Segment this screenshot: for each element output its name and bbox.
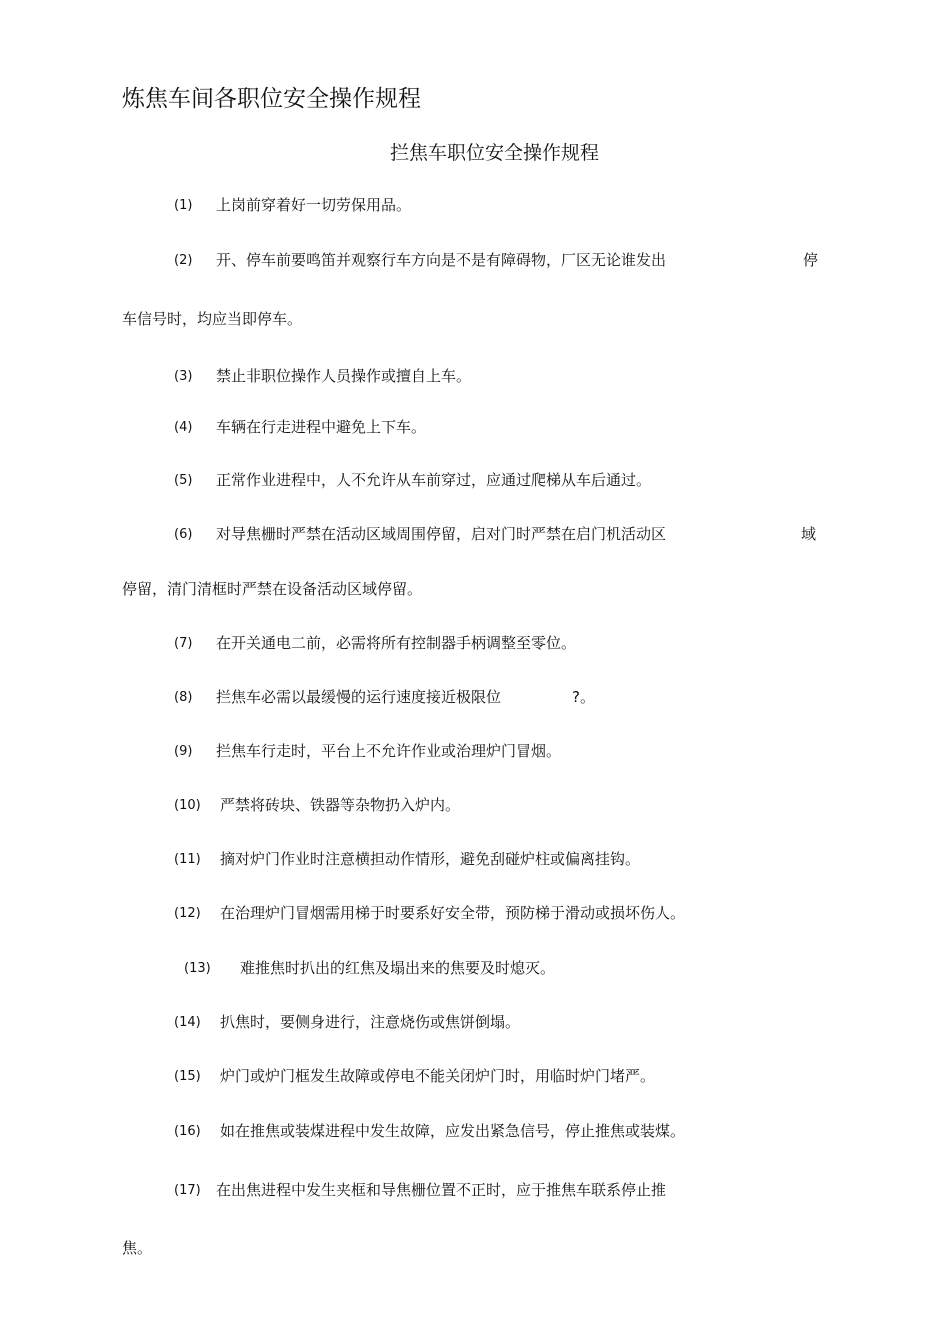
document-title: 炼焦车间各职位安全操作规程 xyxy=(122,86,421,112)
item-text: 摘对炉门作业时注意横担动作情形，避免刮碰炉柱或偏离挂钩。 xyxy=(220,850,641,868)
item-number: (12) xyxy=(174,906,201,921)
item-number: (2) xyxy=(174,253,193,268)
item-text-tail: 域 xyxy=(801,525,817,543)
item-number: (13) xyxy=(184,961,211,976)
item-number: (9) xyxy=(174,744,193,759)
item-text: 开、停车前要鸣笛并观察行车方向是不是有障碍物，厂区无论谁发出 xyxy=(216,251,667,269)
item-number: (3) xyxy=(174,369,193,384)
item-number: (17) xyxy=(174,1183,201,1198)
item-number: (8) xyxy=(174,690,193,705)
item-text: 拦焦车行走时，平台上不允许作业或治理炉门冒烟。 xyxy=(216,742,562,760)
item-number: (14) xyxy=(174,1015,201,1030)
item-number: (16) xyxy=(174,1124,201,1139)
item-text-tail: ?。 xyxy=(572,688,595,706)
item-text: 拦焦车必需以最缓慢的运行速度接近极限位 xyxy=(216,688,502,706)
item-text-tail: 停 xyxy=(803,251,819,269)
item-text: 在开关通电二前，必需将所有控制器手柄调整至零位。 xyxy=(216,634,577,652)
item-text: 上岗前穿着好一切劳保用品。 xyxy=(216,196,412,214)
item-number: (7) xyxy=(174,636,193,651)
item-text: 难推焦时扒出的红焦及塌出来的焦要及时熄灭。 xyxy=(240,959,556,977)
item-number: (4) xyxy=(174,420,193,435)
item-number: (6) xyxy=(174,527,193,542)
item-text: 禁止非职位操作人员操作或擅自上车。 xyxy=(216,367,472,385)
item-text: 对导焦栅时严禁在活动区域周围停留，启对门时严禁在启门机活动区 xyxy=(216,525,667,543)
item-text: 车辆在行走进程中避免上下车。 xyxy=(216,418,427,436)
item-text: 严禁将砖块、铁器等杂物扔入炉内。 xyxy=(220,796,461,814)
item-number: (10) xyxy=(174,798,201,813)
item-text: 炉门或炉门框发生故障或停电不能关闭炉门时，用临时炉门堵严。 xyxy=(220,1067,656,1085)
item-text: 正常作业进程中，人不允许从车前穿过，应通过爬梯从车后通过。 xyxy=(216,471,652,489)
item-number: (11) xyxy=(174,852,201,867)
item-text: 扒焦时，要侧身进行，注意烧伤或焦饼倒塌。 xyxy=(220,1013,521,1031)
item-number: (15) xyxy=(174,1069,201,1084)
item-number: (1) xyxy=(174,198,193,213)
item-text-continuation: 车信号时，均应当即停车。 xyxy=(122,310,303,328)
item-text: 在治理炉门冒烟需用梯于时要系好安全带，预防梯于滑动或损坏伤人。 xyxy=(220,904,686,922)
item-number: (5) xyxy=(174,473,193,488)
item-text: 在出焦进程中发生夹框和导焦栅位置不正时，应于推焦车联系停止推 xyxy=(216,1181,667,1199)
item-text-continuation: 焦。 xyxy=(122,1239,153,1257)
section-title: 拦焦车职位安全操作规程 xyxy=(390,142,600,164)
item-text: 如在推焦或装煤进程中发生故障，应发出紧急信号，停止推焦或装煤。 xyxy=(220,1122,686,1140)
item-text-continuation: 停留，清门清框时严禁在设备活动区域停留。 xyxy=(122,580,423,598)
